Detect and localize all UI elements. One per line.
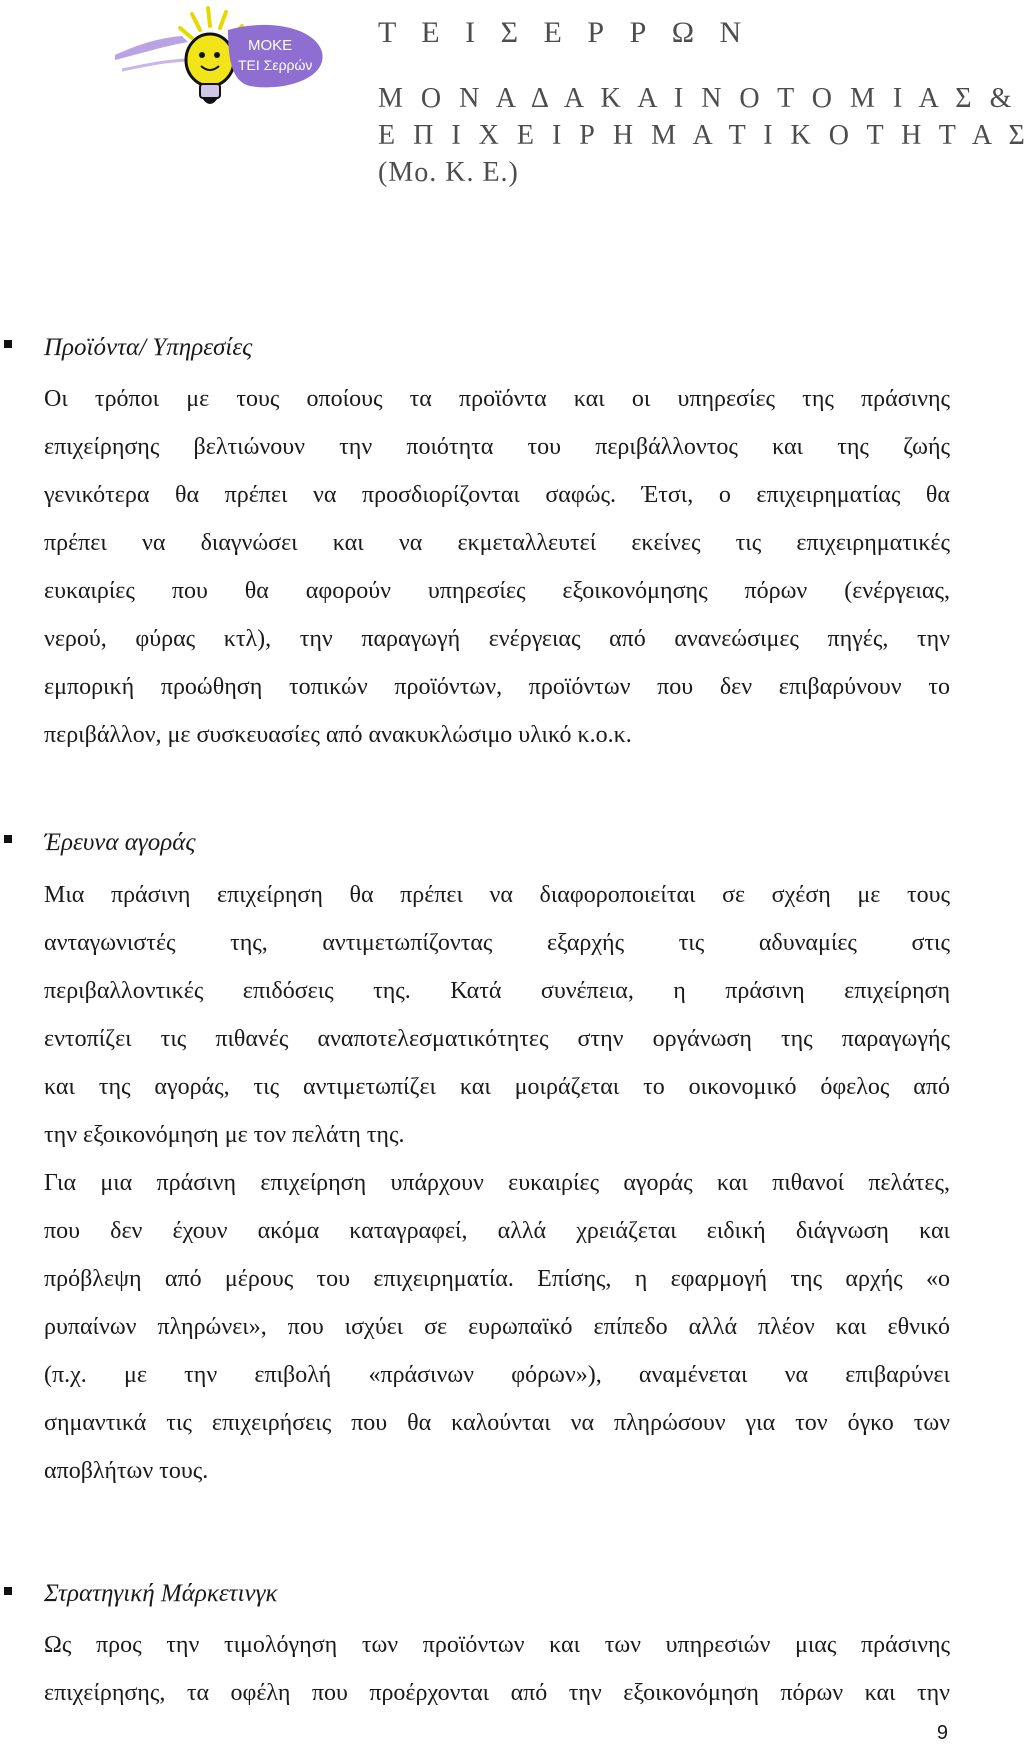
paragraph-line: ευκαιρίες που θα αφορούν υπηρεσίες εξοικονόμησης πόρων (ενέργειας, bbox=[44, 578, 950, 604]
page-header bbox=[0, 0, 1030, 200]
paragraph-line: περιβάλλον, με συσκευασίες από ανακυκλώσιμο υλικό κ.ο.κ. bbox=[44, 722, 632, 748]
paragraph-line: Για μια πράσινη επιχείρηση υπάρχουν ευκαιρίες αγοράς και πιθανοί πελάτες, bbox=[44, 1170, 950, 1196]
paragraph-line: επιχείρησης βελτιώνουν την ποιότητα του περιβάλλοντος και της ζωής bbox=[44, 434, 950, 460]
bullet-square-icon bbox=[4, 340, 12, 348]
paragraph-line: εμπορική προώθηση τοπικών προϊόντων, προϊόντων που δεν επιβαρύνουν το bbox=[44, 674, 950, 700]
paragraph-line: περιβαλλοντικές επιδόσεις της. Κατά συνέπεια, η πράσινη επιχείρηση bbox=[44, 978, 950, 1004]
paragraph-line: (π.χ. με την επιβολή «πράσινων φόρων»), αναμένεται να επιβαρύνει bbox=[44, 1362, 950, 1388]
paragraph-line: την εξοικονόμηση με τον πελάτη της. bbox=[44, 1122, 405, 1148]
paragraph-line: νερού, φύρας κτλ), την παραγωγή ενέργειας από ανανεώσιμες πηγές, την bbox=[44, 626, 950, 652]
paragraph-line: σημαντικά τις επιχειρήσεις που θα καλούνται να πληρώσουν για τον όγκο των bbox=[44, 1410, 950, 1436]
paragraph-line: ρυπαίνων πληρώνει», που ισχύει σε ευρωπαϊκό επίπεδο αλλά πλέον και εθνικό bbox=[44, 1314, 950, 1340]
section-heading: Προϊόντα/ Υπηρεσίες bbox=[44, 334, 253, 361]
paragraph-line: γενικότερα θα πρέπει να προσδιορίζονται σαφώς. Έτσι, ο επιχειρηματίας θα bbox=[44, 482, 950, 508]
paragraph-line: επιχείρησης, τα οφέλη που προέρχονται από την εξοικονόμηση πόρων και την bbox=[44, 1680, 950, 1706]
paragraph-line: Οι τρόποι με τους οποίους τα προϊόντα και οι υπηρεσίες της πράσινης bbox=[44, 386, 950, 412]
moke-logo bbox=[110, 0, 340, 130]
bullet-square-icon bbox=[4, 835, 12, 843]
paragraph-line: ανταγωνιστές της, αντιμετωπίζοντας εξαρχής τις αδυναμίες στις bbox=[44, 930, 950, 956]
paragraph-line: πρόβλεψη από μέρους του επιχειρηματία. Επίσης, η εφαρμογή της αρχής «ο bbox=[44, 1266, 950, 1292]
section-heading: Στρατηγική Μάρκετινγκ bbox=[44, 1580, 278, 1607]
institution-name: Τ Ε Ι Σ Ε Ρ Ρ Ω Ν bbox=[378, 16, 751, 49]
paragraph-line: πρέπει να διαγνώσει και να εκμεταλλευτεί εκείνες τις επιχειρηματικές bbox=[44, 530, 950, 556]
paragraph-line: και της αγοράς, τις αντιμετωπίζει και μοιράζεται το οικονομικό όφελος από bbox=[44, 1074, 950, 1100]
paragraph-line: αποβλήτων τους. bbox=[44, 1458, 209, 1484]
section-heading: Έρευνα αγοράς bbox=[44, 829, 196, 856]
paragraph-line: που δεν έχουν ακόμα καταγραφεί, αλλά χρειάζεται ειδική διάγνωση και bbox=[44, 1218, 950, 1244]
paragraph-line: Ως προς την τιμολόγηση των προϊόντων και των υπηρεσιών μιας πράσινης bbox=[44, 1632, 950, 1658]
unit-name bbox=[378, 80, 1030, 191]
bullet-square-icon bbox=[4, 1587, 12, 1595]
logo-line2: ΤΕΙ Σερρών bbox=[238, 57, 313, 73]
logo-line1: ΜΟΚΕ bbox=[248, 37, 293, 54]
page-number: 9 bbox=[936, 1722, 948, 1744]
paragraph-line: Μια πράσινη επιχείρηση θα πρέπει να διαφοροποιείται σε σχέση με τους bbox=[44, 882, 950, 908]
unit-line-2: Ε Π Ι Χ Ε Ι Ρ Η Μ Α Τ Ι Κ Ο Τ Η Τ Α Σ bbox=[378, 120, 1030, 151]
paragraph-line: εντοπίζει τις πιθανές αναποτελεσματικότητες στην οργάνωση της παραγωγής bbox=[44, 1026, 950, 1052]
unit-abbreviation: (Μο. Κ. Ε.) bbox=[378, 157, 519, 188]
unit-line-1: Μ Ο Ν Α Δ Α Κ Α Ι Ν Ο Τ Ο Μ Ι Α Σ & bbox=[378, 83, 1017, 114]
